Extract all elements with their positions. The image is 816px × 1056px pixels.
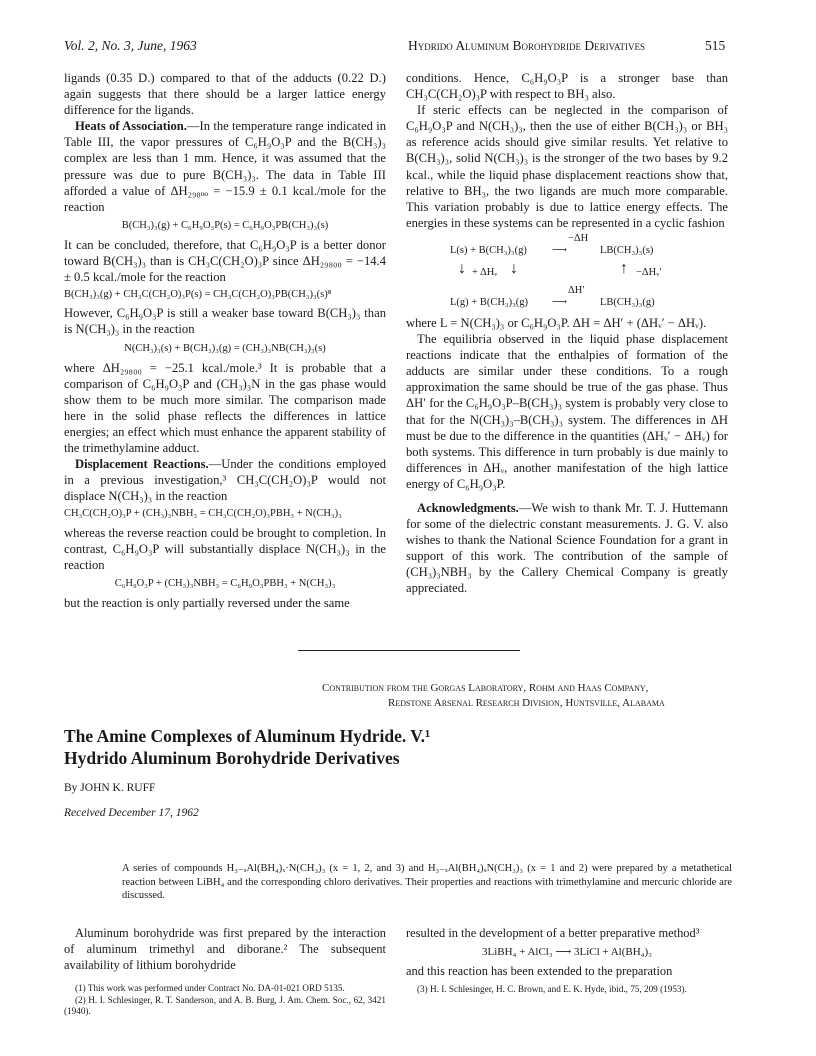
equation: B(CH₃)₃(g) + CH₃C(CH₂O)₃P(s) = CH₃C(CH₂O)₃PB(CH₃)₃(s)⁸ [64, 289, 332, 301]
cycle-bottom-left: L(g) + B(CH₃)₃(g) [450, 296, 528, 308]
section-divider [298, 650, 520, 651]
cycle-bottom-arrow-label: ΔH′ [568, 284, 585, 296]
arrow-down-icon: ↓ [510, 259, 518, 277]
equation: CH₃C(CH₂O)₃P + (CH₃)₃NBH₃ = CH₃C(CH₂O)₃PBH₃ + N(CH₃)₃ [64, 508, 342, 520]
thermodynamic-cycle-diagram [406, 231, 728, 315]
paragraph: Displacement Reactions.—Under the conditions employed in a previous investigation,³ CH₃C(CH₂O)₃P would not displace N(CH₃)₃ in the reaction [64, 457, 387, 504]
paragraph: It can be concluded, therefore, that C₆H₉O₃P is a better donor toward B(CH₃)₃ than is CH₃C(CH₂O)₃P since ΔH₂₉₈₀₀ = −14.4 ± 0.5 kcal./mole for the reaction [64, 237, 386, 285]
section-heading: Heats of Association. [75, 119, 187, 134]
left-column [64, 70, 386, 611]
arrow-right-icon: ⟶ [552, 244, 568, 256]
cycle-top-left: L(s) + B(CH₃)₃(g) [450, 244, 527, 256]
section-heading: Displacement Reactions. [75, 457, 209, 472]
paragraph: ligands (0.35 D.) compared to that of the adducts (0.22 D.) again suggests that there should be a larger lattice energy difference for the ligands. [64, 71, 386, 118]
article-left-column [64, 926, 386, 1018]
paragraph: Acknowledgments.—We wish to thank Mr. T. J. Huttemann for some of the dielectric constant measurements. J. G. V. also wishes to thank the National Science Foundation for a grant in support of this work. The contribution of the sample of (CH₃)₃NBH₃ by the Callery Chemical Company is greatly appreciated. [406, 500, 728, 596]
equation: B(CH₃)₃(g) + C₆H₉O₃P(s) = C₆H₉O₃PB(CH₃)₃(s) [121, 219, 329, 231]
page-number: 515 [705, 38, 726, 53]
equation: C₆H₉O₃P + (CH₃)₃NBH₃ = C₆H₉O₃PBH₃ + N(CH₃)₃ [114, 577, 336, 589]
running-header-title: Hydrido Aluminum Borohydride Derivatives [408, 38, 645, 53]
paragraph: whereas the reverse reaction could be brought to completion. In contrast, C₆H₉O₃P will substantially displace N(CH₃)₃ in the reaction [64, 525, 386, 572]
cycle-top-right: LB(CH₃)₃(s) [600, 244, 654, 256]
paragraph: but the reaction is only partially reversed under the same [64, 595, 350, 610]
arrow-right-icon: ⟶ [552, 296, 568, 308]
arrow-down-icon: ↓ [458, 259, 466, 277]
byline: By JOHN K. RUFF [64, 782, 156, 794]
received-date: Received December 17, 1962 [64, 807, 199, 819]
footnote: (1) This work was performed under Contract No. DA-01-021 ORD 5135. [75, 983, 345, 994]
cycle-top-arrow-label: −ΔH [568, 232, 589, 244]
cycle-right-arrow-label: −ΔHᵥ′ [636, 266, 662, 278]
paragraph: where L = N(CH₃)₃ or C₆H₉O₃P. ΔH = ΔH′ + (ΔHᵥ′ − ΔHᵥ). [406, 315, 707, 330]
equation: 3LiBH₄ + AlCl₃ ⟶ 3LiCl + Al(BH₄)₃ [481, 945, 653, 958]
abstract: A series of compounds H₃₋ₓAl(BH₄)ₓ·N(CH₃)₃ (x = 1, 2, and 3) and H₃₋ₓAl(BH₄)ₓN(CH₃)₃ (x = 1 and 2) were prepared by a metathetical reaction between LiBH₄ and the corresponding chloro derivatives. Their properties and reactions with trimethylamine and mercuric chloride are discussed. [122, 863, 732, 901]
article-title: The Amine Complexes of Aluminum Hydride. V.¹ Hydrido Aluminum Borohydride Derivatives [64, 726, 431, 768]
paragraph: and this reaction has been extended to the preparation [406, 963, 673, 978]
cycle-left-arrow-label: + ΔHᵥ [472, 266, 498, 278]
footnote: (2) H. I. Schlesinger, R. T. Sanderson, and A. B. Burg, J. Am. Chem. Soc., 62, 3421 (1940). [64, 994, 386, 1017]
affiliation-line: Redstone Arsenal Research Division, Huntsville, Alabama [388, 697, 665, 709]
article-right-column [406, 926, 728, 996]
paragraph: The equilibria observed in the liquid phase displacement reactions indicate that the enthalpies of formation of the adducts are similar under these conditions. To a rough approximation the same should be true of the gas phase. Thus ΔH′ for the C₆H₉O₃P–B(CH₃)₃ system is probably very close to that for the N(CH₃)₃–B(CH₃)₃ system. The differences in ΔH must be due to the difference in the quantities (ΔHᵥ′ − ΔHᵥ) for both systems. This difference in turn probably is due mainly to differences in ΔHᵥ, another manifestation of the high lattice energy of C₆H₉O₃P. [406, 332, 728, 491]
paragraph: Heats of Association.—In the temperature range indicated in Table III, the vapor pressures of C₆H₉O₃P and the B(CH₃)₃ complex are less than 1 mm. Hence, it was assumed that the pressure was due to pure B(CH₃)₃. The data in Table III afforded a value of ΔH₂₉₈ₒₒ = −15.9 ± 0.1 kcal./mole for the reaction [64, 119, 387, 214]
footnote: (3) H. I. Schlesinger, H. C. Brown, and E. K. Hyde, ibid., 75, 209 (1953). [417, 984, 687, 995]
paragraph: If steric effects can be neglected in the comparison of C₆H₉O₃P and N(CH₃)₃, then the use of either B(CH₃)₃ or BH₃ as reference acids should give similar results. Yet relative to B(CH₃)₃, solid N(CH₃)₃ is the stronger of the two bases by 9.2 kcal., while the liquid phase displacement reactions show that, relative to BH₃, the two ligands are much more comparable. This variation probably is due to lattice energy effects. The energies in these systems can be represented in a cyclic fashion [406, 103, 728, 230]
paragraph: where ΔH₂₉₈₀₀ = −25.1 kcal./mole.³ It is probable that a comparison of C₆H₉O₃P and (CH₃)₃N in the gas phase would show them to be much more similar. The comparison made here in the solid phase reflects the differences in lattice energies; an effect which must enhance the apparent stability of the trimethylamine adduct. [64, 360, 386, 456]
paragraph: conditions. Hence, C₆H₉O₃P is a stronger base than CH₃C(CH₂O)₃P with respect to BH₃ also. [406, 71, 728, 102]
paragraph: However, C₆H₉O₃P is still a weaker base toward B(CH₃)₃ than is N(CH₃)₃ in the reaction [64, 306, 386, 337]
running-header-left: Vol. 2, No. 3, June, 1963 [64, 38, 197, 53]
paragraph: resulted in the development of a better preparative method³ [406, 926, 700, 940]
affiliation-line: Contribution from the Gorgas Laboratory, Rohm and Haas Company, [322, 682, 649, 694]
arrow-up-icon: ↑ [620, 259, 628, 277]
cycle-bottom-right: LB(CH₃)₃(g) [600, 296, 655, 308]
equation: N(CH₃)₃(s) + B(CH₃)₃(g) = (CH₃)₃NB(CH₃)₃(s) [124, 342, 326, 354]
paragraph: Aluminum borohydride was first prepared by the interaction of aluminum trimethyl and diborane.² The subsequent availability of lithium borohydride [64, 926, 386, 972]
section-heading: Acknowledgments. [417, 500, 519, 515]
right-column [406, 70, 728, 597]
